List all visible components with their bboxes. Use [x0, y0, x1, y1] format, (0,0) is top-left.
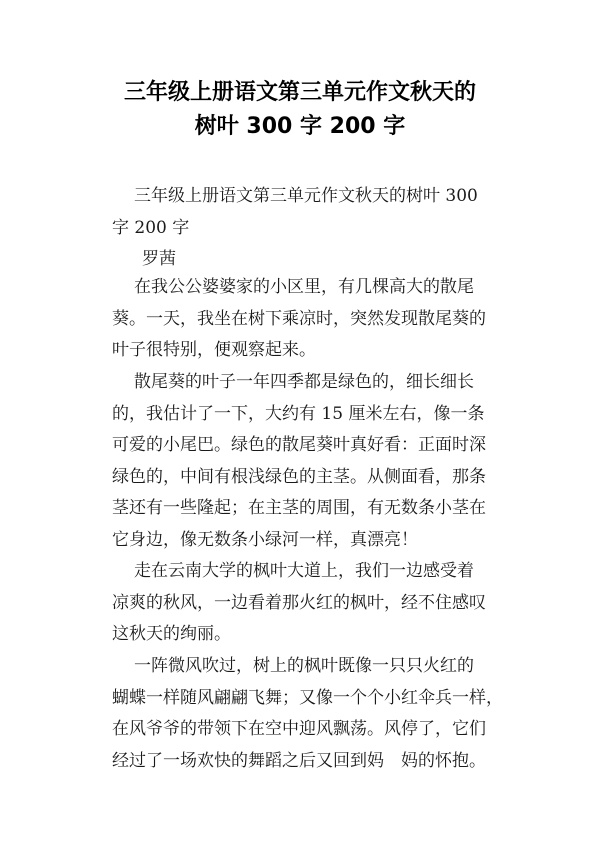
paragraph-line: 茎还有一些隆起；在主茎的周围，有无数条小茎在 — [112, 498, 486, 518]
paragraph-line: 凉爽的秋风，一边看着那火红的枫叶，经不住感叹 — [112, 592, 486, 613]
paragraph-line: 散尾葵的叶子一年四季都是绿色的，细长细长 — [134, 372, 474, 392]
doc-heading-line-2: 字 200 字 — [112, 217, 190, 238]
paragraph-line: 经过了一场欢快的舞蹈之后又回到妈 妈的怀抱。 — [112, 750, 486, 771]
paragraph-line: 的，我估计了一下，大约有 15 厘米左右，像一条 — [112, 403, 485, 424]
paragraph-1 — [112, 272, 512, 367]
paragraph-line: 这秋天的绚丽。 — [112, 624, 231, 644]
paragraph-line: 绿色的，中间有根浅绿色的主茎。从侧面看，那条 — [112, 466, 486, 487]
paragraph-line: 可爱的小尾巴。绿色的散尾葵叶真好看：正面时深 — [112, 435, 486, 455]
doc-heading — [112, 181, 512, 276]
document-title-line-2: 树叶 300 字 200 字 — [194, 114, 406, 139]
paragraph-3 — [112, 556, 512, 651]
paragraph-2 — [112, 367, 512, 556]
paragraph-line: 葵。一天，我坐在树下乘凉时，突然发现散尾葵的 — [112, 308, 486, 329]
doc-heading-line-1: 三年级上册语文第三单元作文秋天的树叶 300 — [134, 186, 478, 206]
document-title-line-1: 三年级上册语文第三单元作文秋天的 — [123, 80, 476, 105]
author-name: 罗茜 — [142, 249, 176, 269]
paragraph-4 — [112, 651, 512, 777]
paragraph-line: 它身边，像无数条小绿河一样，真漂亮！ — [112, 529, 418, 550]
paragraph-line: 在我公公婆婆家的小区里，有几棵高大的散尾 — [134, 277, 474, 297]
paragraph-line: 叶子很特别，便观察起来。 — [112, 340, 316, 360]
paragraph-line: 在风爷爷的带领下在空中迎风飘荡。风停了，它们 — [112, 719, 486, 739]
paragraph-line: 一阵微风吹过，树上的枫叶既像一只只火红的 — [134, 656, 474, 676]
paragraph-line: 走在云南大学的枫叶大道上，我们一边感受着 — [134, 561, 474, 581]
paragraph-line: 蝴蝶一样随风翩翩飞舞；又像一个个小红伞兵一样， — [112, 687, 503, 708]
